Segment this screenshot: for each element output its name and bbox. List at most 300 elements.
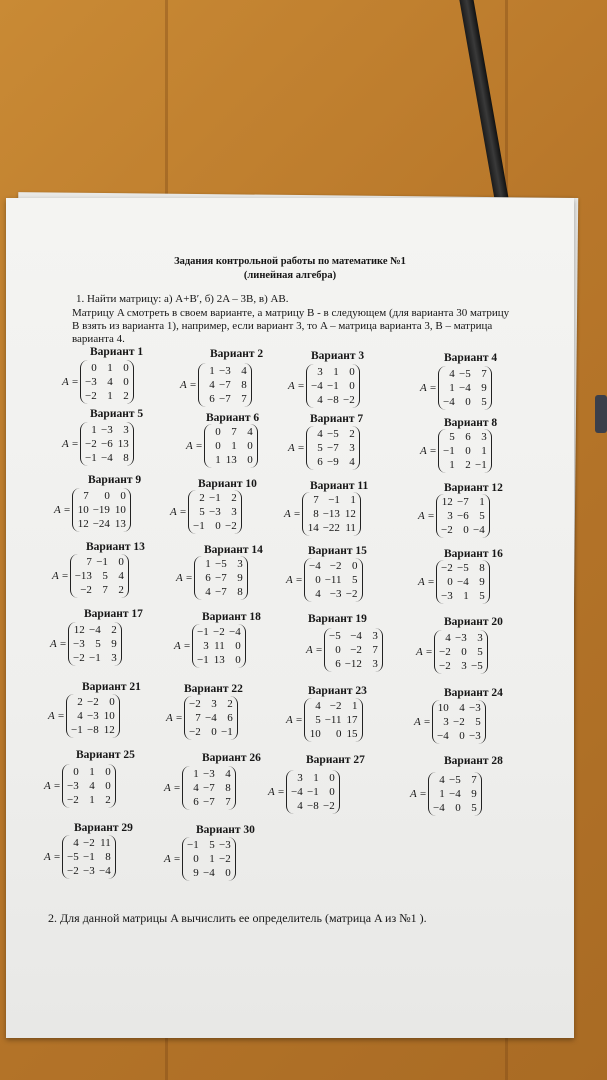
- variant-label: Вариант 28: [444, 755, 503, 767]
- matrix-cell: 7: [372, 644, 378, 656]
- matrix-body: [68, 622, 122, 666]
- variant-label: Вариант 10: [198, 478, 257, 490]
- matrix-cell: −4: [442, 396, 455, 408]
- matrix-body: [192, 624, 246, 668]
- matrix-prefix: A =: [418, 510, 435, 522]
- task-1-note-line-3: варианта 4.: [72, 333, 125, 345]
- variant-label: Вариант 5: [90, 408, 144, 420]
- matrix-cell: −3: [454, 632, 467, 644]
- matrix-prefix: A =: [52, 570, 69, 582]
- variant-matrix: [410, 772, 482, 816]
- variant-label: Вариант 2: [210, 348, 264, 360]
- matrix-cell: 3: [477, 632, 483, 644]
- matrix-prefix: A =: [288, 442, 305, 454]
- matrix-cell: 1: [193, 768, 199, 780]
- matrix-cell: −1: [474, 459, 487, 471]
- variant-matrix: [420, 366, 492, 410]
- matrix-cell: −3: [100, 424, 113, 436]
- matrix-body: [188, 490, 242, 534]
- matrix-cell: −2: [66, 794, 79, 806]
- matrix-cell: 8: [105, 851, 111, 863]
- matrix-cell: −2: [440, 562, 453, 574]
- matrix-cell: 0: [315, 574, 321, 586]
- matrix-cell: 5: [479, 510, 485, 522]
- matrix-cell: −4: [98, 865, 111, 877]
- matrix-cell: 3: [237, 558, 243, 570]
- matrix-cell: 3: [481, 431, 487, 443]
- matrix-prefix: A =: [44, 851, 61, 863]
- matrix-cell: −1: [70, 724, 83, 736]
- matrix-body: [194, 556, 248, 600]
- matrix-cell: −3: [86, 710, 99, 722]
- matrix-cell: 0: [329, 786, 335, 798]
- matrix-cell: 0: [447, 576, 453, 588]
- matrix-cell: 0: [235, 640, 241, 652]
- matrix-cell: 1: [107, 362, 113, 374]
- matrix-cell: −2: [84, 390, 97, 402]
- matrix-body: [304, 698, 363, 742]
- matrix-cell: 4: [315, 588, 321, 600]
- matrix-prefix: A =: [414, 716, 431, 728]
- matrix-cell: 7: [83, 490, 89, 502]
- page-title: Задания контрольной работы по математике №1: [174, 256, 406, 267]
- matrix-prefix: A =: [180, 379, 197, 391]
- matrix-body: [438, 366, 492, 410]
- matrix-prefix: A =: [286, 714, 303, 726]
- matrix-cell: −4: [202, 867, 215, 879]
- matrix-cell: 3: [211, 698, 217, 710]
- matrix-prefix: A =: [166, 712, 183, 724]
- matrix-cell: −3: [84, 376, 97, 388]
- matrix-body: [198, 363, 252, 407]
- matrix-body: [302, 492, 361, 536]
- matrix-cell: 2: [111, 624, 117, 636]
- matrix-cell: 4: [317, 428, 323, 440]
- matrix-cell: −4: [228, 626, 241, 638]
- matrix-cell: −2: [342, 394, 355, 406]
- matrix-cell: −1: [328, 494, 340, 506]
- matrix-cell: −3: [468, 702, 481, 714]
- matrix-cell: 1: [89, 766, 95, 778]
- matrix-cell: 4: [449, 368, 455, 380]
- variant-label: Вариант 9: [88, 474, 142, 486]
- matrix-cell: 12: [77, 518, 89, 530]
- matrix-cell: 13: [225, 454, 237, 466]
- matrix-cell: 4: [205, 586, 211, 598]
- matrix-prefix: A =: [62, 438, 79, 450]
- matrix-cell: 5: [479, 590, 485, 602]
- matrix-cell: 2: [231, 492, 237, 504]
- task-1-text: 1. Найти матрицу: а) A+B′, б) 2A – 3B, в) AB.: [76, 293, 289, 305]
- matrix-cell: 0: [465, 396, 471, 408]
- matrix-cell: −4: [432, 802, 445, 814]
- variant-label: Вариант 29: [74, 822, 133, 834]
- variant-label: Вариант 21: [82, 681, 141, 693]
- matrix-cell: 0: [120, 490, 126, 502]
- variant-matrix: [54, 488, 131, 532]
- matrix-body: [436, 560, 490, 604]
- matrix-cell: −4: [448, 788, 461, 800]
- matrix-cell: 0: [235, 654, 241, 666]
- matrix-cell: 8: [123, 452, 129, 464]
- matrix-cell: 4: [193, 782, 199, 794]
- matrix-cell: 10: [103, 710, 115, 722]
- matrix-body: [428, 772, 482, 816]
- matrix-cell: −2: [440, 524, 453, 536]
- variant-matrix: [48, 694, 120, 738]
- matrix-cell: 7: [102, 584, 108, 596]
- variant-matrix: [286, 558, 363, 602]
- matrix-cell: −2: [224, 520, 237, 532]
- matrix-cell: 0: [123, 362, 129, 374]
- matrix-body: [434, 630, 488, 674]
- matrix-cell: 7: [225, 796, 231, 808]
- matrix-cell: 4: [247, 426, 253, 438]
- matrix-cell: 3: [461, 660, 467, 672]
- matrix-cell: 3: [372, 630, 378, 642]
- matrix-cell: 8: [225, 782, 231, 794]
- matrix-cell: 0: [247, 454, 253, 466]
- matrix-cell: 5: [477, 646, 483, 658]
- matrix-cell: −2: [452, 716, 465, 728]
- variant-matrix: [420, 429, 492, 473]
- matrix-cell: 0: [465, 445, 471, 457]
- matrix-cell: 1: [215, 454, 221, 466]
- matrix-cell: 6: [209, 393, 215, 405]
- matrix-cell: 8: [313, 508, 319, 520]
- matrix-cell: 0: [109, 696, 115, 708]
- matrix-prefix: A =: [186, 440, 203, 452]
- matrix-cell: 10: [114, 504, 126, 516]
- matrix-cell: 4: [439, 774, 445, 786]
- matrix-cell: 0: [336, 728, 342, 740]
- matrix-prefix: A =: [174, 640, 191, 652]
- matrix-cell: 9: [479, 576, 485, 588]
- matrix-cell: 17: [346, 714, 358, 726]
- matrix-body: [432, 700, 486, 744]
- matrix-cell: −2: [350, 644, 362, 656]
- matrix-cell: −2: [84, 438, 97, 450]
- variant-label: Вариант 8: [444, 417, 498, 429]
- matrix-cell: −6: [456, 510, 469, 522]
- matrix-cell: −5: [328, 630, 341, 642]
- matrix-cell: −3: [208, 506, 221, 518]
- variant-label: Вариант 14: [204, 544, 263, 556]
- matrix-cell: 5: [102, 570, 108, 582]
- matrix-cell: −5: [214, 558, 227, 570]
- matrix-cell: 7: [231, 426, 237, 438]
- matrix-cell: −1: [326, 380, 339, 392]
- matrix-cell: −4: [204, 712, 217, 724]
- matrix-cell: −6: [100, 438, 113, 450]
- variant-label: Вариант 30: [196, 824, 255, 836]
- matrix-cell: 1: [313, 772, 319, 784]
- variant-label: Вариант 17: [84, 608, 143, 620]
- matrix-cell: 1: [231, 440, 237, 452]
- matrix-cell: −3: [72, 638, 85, 650]
- matrix-cell: −7: [214, 572, 227, 584]
- matrix-cell: 9: [111, 638, 117, 650]
- matrix-cell: −24: [92, 518, 110, 530]
- matrix-cell: 0: [461, 646, 467, 658]
- matrix-cell: 4: [77, 710, 83, 722]
- matrix-cell: 4: [225, 768, 231, 780]
- variant-matrix: [284, 492, 361, 536]
- matrix-cell: 5: [95, 638, 101, 650]
- task-1-note-line-2: B взять из варианта 1), например, если вариант 3, то A – матрица варианта 3, B – матрица: [72, 320, 493, 332]
- page-subtitle: (линейная алгебра): [243, 270, 337, 281]
- variant-matrix: [180, 363, 252, 407]
- matrix-cell: −2: [438, 660, 451, 672]
- matrix-cell: 3: [297, 772, 303, 784]
- matrix-cell: −8: [326, 394, 339, 406]
- matrix-cell: −3: [82, 865, 95, 877]
- matrix-cell: −2: [322, 800, 335, 812]
- matrix-cell: −1: [82, 851, 95, 863]
- matrix-prefix: A =: [48, 710, 65, 722]
- matrix-cell: −1: [88, 652, 101, 664]
- matrix-cell: −4: [350, 630, 362, 642]
- matrix-prefix: A =: [62, 376, 79, 388]
- matrix-cell: 0: [225, 867, 231, 879]
- matrix-cell: 8: [237, 586, 243, 598]
- variant-label: Вариант 26: [202, 752, 261, 764]
- variant-matrix: [288, 364, 360, 408]
- matrix-cell: 13: [213, 654, 225, 666]
- matrix-cell: −5: [326, 428, 339, 440]
- matrix-cell: −11: [324, 574, 342, 586]
- matrix-cell: 0: [91, 362, 97, 374]
- matrix-cell: 4: [118, 570, 124, 582]
- matrix-cell: −12: [344, 658, 362, 670]
- matrix-cell: −8: [86, 724, 99, 736]
- matrix-cell: 9: [481, 382, 487, 394]
- variant-label: Вариант 18: [202, 611, 261, 623]
- variant-label: Вариант 22: [184, 683, 243, 695]
- matrix-body: [304, 558, 363, 602]
- matrix-prefix: A =: [164, 853, 181, 865]
- matrix-cell: 12: [441, 496, 453, 508]
- variant-matrix: [416, 630, 488, 674]
- variant-matrix: [288, 426, 360, 470]
- matrix-cell: 7: [471, 774, 477, 786]
- matrix-cell: −4: [100, 452, 113, 464]
- matrix-cell: 7: [86, 556, 92, 568]
- matrix-cell: −22: [322, 522, 340, 534]
- variant-label: Вариант 15: [308, 545, 367, 557]
- matrix-cell: 1: [209, 365, 215, 377]
- matrix-cell: −8: [306, 800, 319, 812]
- matrix-cell: 0: [335, 644, 341, 656]
- matrix-cell: −4: [290, 786, 303, 798]
- matrix-cell: −4: [456, 576, 469, 588]
- matrix-cell: 4: [459, 702, 465, 714]
- matrix-cell: 0: [247, 440, 253, 452]
- matrix-cell: 4: [107, 376, 113, 388]
- matrix-cell: 5: [449, 431, 455, 443]
- matrix-prefix: A =: [420, 382, 437, 394]
- matrix-cell: 13: [114, 518, 126, 530]
- matrix-body: [306, 364, 360, 408]
- matrix-cell: 1: [107, 390, 113, 402]
- matrix-cell: 2: [227, 698, 233, 710]
- matrix-body: [182, 766, 236, 810]
- matrix-cell: −4: [436, 730, 449, 742]
- matrix-cell: 3: [443, 716, 449, 728]
- matrix-cell: 0: [349, 380, 355, 392]
- matrix-body: [204, 424, 258, 468]
- variant-label: Вариант 3: [311, 350, 365, 362]
- matrix-cell: 6: [205, 572, 211, 584]
- matrix-cell: 9: [471, 788, 477, 800]
- task-1-note-line-1: Матрицу A смотреть в своем варианте, а матрицу B - в следующем (для варианта 30 матрицу: [72, 307, 510, 319]
- matrix-cell: −2: [82, 837, 95, 849]
- variant-matrix: [186, 424, 258, 468]
- matrix-cell: −1: [84, 452, 97, 464]
- matrix-cell: 1: [205, 558, 211, 570]
- matrix-cell: −19: [92, 504, 110, 516]
- variant-label: Вариант 27: [306, 754, 365, 766]
- variant-label: Вариант 1: [90, 346, 144, 358]
- variant-label: Вариант 6: [206, 412, 260, 424]
- variant-matrix: [286, 698, 363, 742]
- matrix-cell: 14: [307, 522, 319, 534]
- matrix-cell: 0: [105, 780, 111, 792]
- matrix-cell: −5: [456, 562, 469, 574]
- matrix-cell: 7: [481, 368, 487, 380]
- matrix-cell: 2: [123, 390, 129, 402]
- matrix-cell: −9: [326, 456, 339, 468]
- matrix-cell: 3: [123, 424, 129, 436]
- matrix-cell: −7: [326, 442, 339, 454]
- matrix-cell: 7: [195, 712, 201, 724]
- matrix-cell: 0: [455, 802, 461, 814]
- matrix-cell: 1: [333, 366, 339, 378]
- matrix-cell: 1: [350, 494, 356, 506]
- matrix-cell: 1: [91, 424, 97, 436]
- matrix-cell: 12: [344, 508, 356, 520]
- matrix-cell: −5: [458, 368, 471, 380]
- matrix-cell: 11: [214, 640, 225, 652]
- matrix-cell: 1: [479, 496, 485, 508]
- matrix-cell: 0: [105, 766, 111, 778]
- matrix-cell: 3: [203, 640, 209, 652]
- matrix-body: [184, 696, 238, 740]
- matrix-cell: 4: [297, 800, 303, 812]
- matrix-cell: −1: [96, 556, 108, 568]
- variant-matrix: [50, 622, 122, 666]
- variant-label: Вариант 11: [310, 480, 369, 492]
- matrix-cell: 0: [215, 440, 221, 452]
- variant-label: Вариант 19: [308, 613, 367, 625]
- matrix-cell: −7: [202, 796, 215, 808]
- matrix-cell: 6: [465, 431, 471, 443]
- matrix-cell: 3: [349, 442, 355, 454]
- matrix-prefix: A =: [170, 506, 187, 518]
- matrix-cell: −2: [72, 652, 85, 664]
- matrix-cell: 1: [449, 459, 455, 471]
- matrix-cell: 5: [475, 716, 481, 728]
- matrix-cell: 7: [241, 393, 247, 405]
- matrix-cell: −7: [456, 496, 469, 508]
- matrix-cell: 2: [105, 794, 111, 806]
- matrix-cell: 10: [437, 702, 449, 714]
- matrix-cell: 6: [317, 456, 323, 468]
- variant-matrix: [52, 554, 129, 598]
- variant-matrix: [62, 360, 134, 404]
- matrix-cell: 1: [89, 794, 95, 806]
- matrix-cell: −1: [186, 839, 199, 851]
- matrix-cell: −1: [306, 786, 319, 798]
- matrix-cell: 0: [123, 376, 129, 388]
- variant-matrix: [164, 766, 236, 810]
- matrix-cell: 1: [209, 853, 215, 865]
- matrix-cell: −3: [218, 365, 231, 377]
- matrix-cell: −7: [214, 586, 227, 598]
- matrix-body: [66, 694, 120, 738]
- variant-label: Вариант 12: [444, 482, 503, 494]
- variant-matrix: [62, 422, 134, 466]
- matrix-cell: −1: [220, 726, 233, 738]
- matrix-cell: 12: [103, 724, 115, 736]
- matrix-cell: 1: [352, 700, 358, 712]
- matrix-cell: 5: [481, 396, 487, 408]
- worksheet-page: [6, 198, 574, 1038]
- matrix-cell: −4: [458, 382, 471, 394]
- matrix-cell: 3: [447, 510, 453, 522]
- matrix-cell: −2: [66, 865, 79, 877]
- matrix-body: [62, 764, 116, 808]
- matrix-cell: 0: [215, 426, 221, 438]
- matrix-cell: −2: [329, 700, 342, 712]
- matrix-cell: −4: [310, 380, 323, 392]
- matrix-cell: 0: [349, 366, 355, 378]
- matrix-cell: 1: [481, 445, 487, 457]
- matrix-cell: 0: [459, 730, 465, 742]
- matrix-cell: −2: [86, 696, 99, 708]
- matrix-cell: 4: [241, 365, 247, 377]
- matrix-cell: 2: [77, 696, 83, 708]
- matrix-cell: −13: [322, 508, 340, 520]
- variant-matrix: [176, 556, 248, 600]
- matrix-cell: 2: [199, 492, 205, 504]
- matrix-cell: 4: [317, 394, 323, 406]
- matrix-cell: −3: [440, 590, 453, 602]
- matrix-cell: 0: [118, 556, 124, 568]
- matrix-body: [182, 837, 236, 881]
- matrix-cell: 4: [315, 700, 321, 712]
- matrix-prefix: A =: [176, 572, 193, 584]
- variant-matrix: [44, 835, 116, 879]
- matrix-cell: 5: [352, 574, 358, 586]
- matrix-body: [286, 770, 340, 814]
- matrix-cell: 10: [309, 728, 321, 740]
- matrix-prefix: A =: [410, 788, 427, 800]
- matrix-cell: 5: [315, 714, 321, 726]
- matrix-prefix: A =: [44, 780, 61, 792]
- variant-label: Вариант 24: [444, 687, 503, 699]
- matrix-cell: 11: [100, 837, 111, 849]
- matrix-cell: 5: [199, 506, 205, 518]
- variant-matrix: [174, 624, 246, 668]
- variant-label: Вариант 7: [310, 413, 364, 425]
- variant-matrix: [170, 490, 242, 534]
- matrix-body: [306, 426, 360, 470]
- matrix-cell: 15: [346, 728, 358, 740]
- variant-label: Вариант 4: [444, 352, 498, 364]
- variant-label: Вариант 13: [86, 541, 145, 553]
- matrix-cell: −5: [448, 774, 461, 786]
